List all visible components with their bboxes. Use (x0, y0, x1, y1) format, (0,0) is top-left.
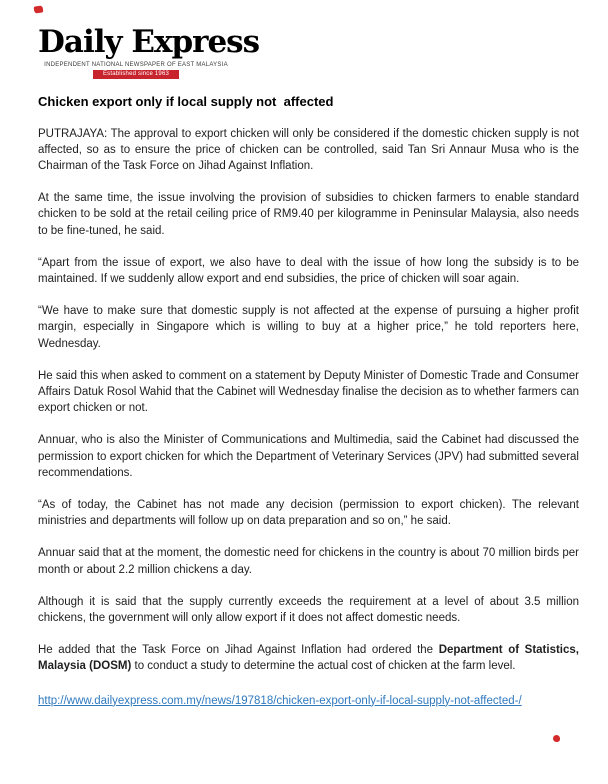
article-paragraph: Annuar, who is also the Minister of Communications and Multimedia, said the Cabinet had discussed the permission to export chicken for which the Department of Veterinary Services (JPV) had submitted several recommendations. (38, 434, 579, 479)
article-paragraph-closing (38, 642, 579, 674)
article-body (38, 94, 579, 709)
article-paragraph: At the same time, the issue involving the provision of subsidies to chicken farmers to enable standard chicken to be sold at the retail ceiling price of RM9.40 per kilogramme in Peninsular Malaysia, also needs to be fine-tuned, he said. (38, 192, 579, 237)
closing-text-pre: He added that the Task Force on Jihad Against Inflation had ordered the (38, 644, 439, 657)
article-page (38, 26, 579, 709)
article-paragraph: “As of today, the Cabinet has not made any decision (permission to export chicken). The relevant ministries and departments will follow up on data preparation and so on,” he said. (38, 499, 579, 528)
dosm-bold-text: Department of Statistics, Malaysia (DOSM) (38, 644, 579, 673)
article-paragraph: PUTRAJAYA: The approval to export chicken will only be considered if the domestic chicken supply is not affected, so as to ensure the price of chicken can be controlled, said Tan Sri Annaur Musa who is the Chairman of the Task Force on Jihad Against Inflation. (38, 127, 579, 172)
source-url-link[interactable]: http://www.dailyexpress.com.my/news/197818/chicken-export-only-if-local-supply-not-affected-/ (38, 694, 522, 707)
established-banner: Established since 1963 (93, 70, 179, 79)
closing-text-post: to conduct a study to determine the actual cost of chicken at the farm level. (131, 660, 516, 673)
red-corner-mark-top (34, 5, 44, 13)
article-paragraph: “We have to make sure that domestic supply is not affected at the expense of pursuing a higher profit margin, especially in Singapore which is willing to buy at a higher price,” he told reporters here, Wednesday. (38, 305, 579, 350)
article-paragraph: Annuar said that at the moment, the domestic need for chickens in the country is about 70 million birds per month or about 2.2 million chickens a day. (38, 547, 579, 576)
article-paragraph: Although it is said that the supply currently exceeds the requirement at a level of about 3.5 million chickens, the government will only allow export if it does not affect domestic needs. (38, 595, 579, 625)
article-paragraph: “Apart from the issue of export, we also have to deal with the issue of how long the subsidy is to be maintained. If we suddenly allow export and end subsidies, the price of chicken will soar again. (38, 256, 579, 285)
daily-express-logo: Daily Express (38, 24, 260, 60)
masthead (38, 24, 260, 79)
article-paragraph: He said this when asked to comment on a statement by Deputy Minister of Domestic Trade and Consumer Affairs Datuk Rosol Wahid that the Cabinet will Wednesday finalise the decision as to whether farmers can export chicken or not. (38, 369, 579, 415)
article-headline: Chicken export only if local supply not affected (38, 93, 334, 109)
masthead-tagline: INDEPENDENT NATIONAL NEWSPAPER OF EAST MALAYSIA (44, 61, 228, 68)
red-corner-mark-bottom (553, 735, 560, 742)
